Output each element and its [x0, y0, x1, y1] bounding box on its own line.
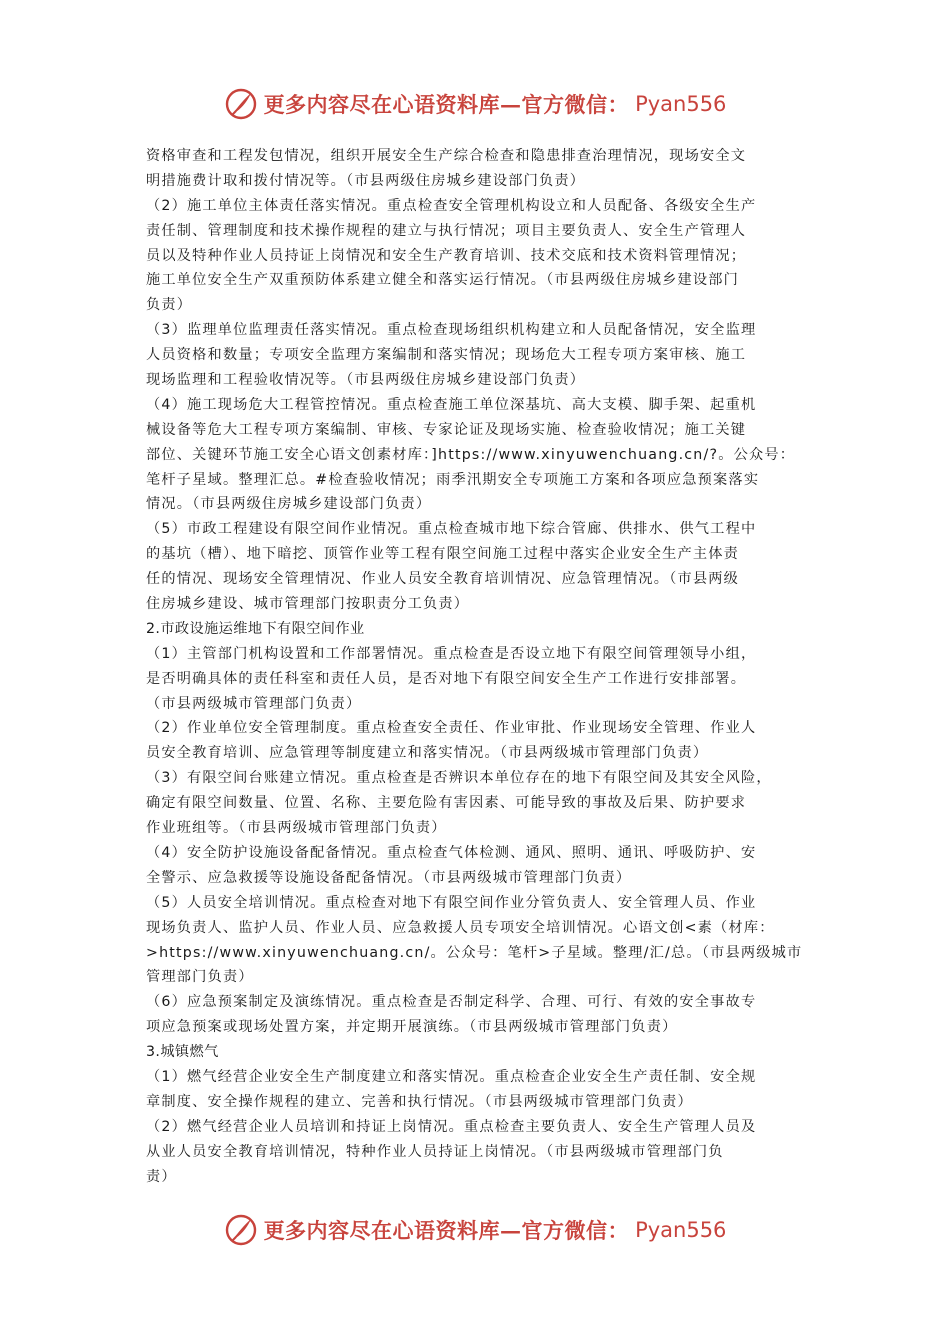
- section-heading: 3.城镇燃气: [146, 1044, 219, 1061]
- watermark-wechat-id: Pyan556: [635, 92, 727, 116]
- text-line: 资格审查和工程发包情况，组织开展安全生产综合检查和隐患排查治理情况，现场安全文: [146, 148, 747, 164]
- quill-pen-logo-icon: [224, 87, 258, 121]
- text-line: 负责）: [146, 297, 193, 314]
- text-line: 管理部门负责）: [146, 969, 254, 986]
- text-line: 现场负责人、监护人员、作业人员、应急救援人员专项安全培训情况。心语文创<素（材库：: [146, 919, 775, 936]
- text-line: 械设备等危大工程专项方案编制、审核、专家论证及现场实施、检查验收情况；施工关键: [146, 421, 747, 438]
- text-line: （5）人员安全培训情况。重点检查对地下有限空间作业分管负责人、安全管理人员、作业: [146, 894, 757, 911]
- text-line: 项应急预案或现场处置方案，并定期开展演练。（市县两级城市管理部门负责）: [146, 1019, 678, 1036]
- text-line: 现场监理和工程验收情况等。（市县两级住房城乡建设部门负责）: [146, 372, 586, 389]
- text-line: 任的情况、现场安全管理情况、作业人员安全教育培训情况、应急管理情况。（市县两级: [146, 571, 740, 588]
- text-line: 责）: [146, 1168, 177, 1185]
- text-line: （市县两级城市管理部门负责）: [146, 695, 362, 712]
- quill-pen-logo-icon: [224, 1213, 258, 1247]
- text-line: （2）作业单位安全管理制度。重点检查安全责任、作业审批、作业现场安全管理、作业人: [146, 720, 757, 737]
- section-heading: 2.市政设施运维地下有限空间作业: [146, 620, 365, 637]
- text-line: （3）有限空间台账建立情况。重点检查是否辨识本单位存在的地下有限空间及其安全风险，: [146, 770, 772, 787]
- text-line: （6）应急预案制定及演练情况。重点检查是否制定科学、合理、可行、有效的安全事故专: [146, 994, 757, 1011]
- text-line: 住房城乡建设、城市管理部门按职责分工负责）: [146, 596, 470, 613]
- text-line: （2）施工单位主体责任落实情况。重点检查安全管理机构设立和人员配备、各级安全生产: [146, 197, 757, 214]
- header-watermark-banner: [0, 84, 950, 124]
- text-line: （2）燃气经营企业人员培训和持证上岗情况。重点检查主要负责人、安全生产管理人员及: [146, 1118, 757, 1135]
- text-line: 部位、关键环节施工安全心语文创素材库：]https://www.xinyuwenchuang.cn/?。公众号：: [146, 446, 796, 463]
- text-line: >https://www.xinyuwenchuang.cn/。公众号：笔杆>子星域。整理/汇/总。（市县两级城市: [146, 944, 803, 961]
- text-line: 施工单位安全生产双重预防体系建立健全和落实运行情况。（市县两级住房城乡建设部门: [146, 272, 740, 289]
- text-line: 情况。（市县两级住房城乡建设部门负责）: [146, 496, 432, 513]
- text-line: 责任制、管理制度和技术操作规程的建立与执行情况；项目主要负责人、安全生产管理人: [146, 222, 747, 239]
- text-line: 人员资格和数量；专项安全监理方案编制和落实情况；现场危大工程专项方案审核、施工: [146, 347, 747, 364]
- text-line: 作业班组等。（市县两级城市管理部门负责）: [146, 820, 447, 837]
- watermark-text: 更多内容尽在心语资料库—官方微信：: [263, 1218, 630, 1243]
- text-line: （5）市政工程建设有限空间作业情况。重点检查城市地下综合管廊、供排水、供气工程中: [146, 521, 757, 538]
- text-line: 从业人员安全教育培训情况，特种作业人员持证上岗情况。（市县两级城市管理部门负: [146, 1143, 724, 1160]
- watermark-wechat-id: Pyan556: [635, 1218, 727, 1242]
- text-line: 员安全教育培训、应急管理等制度建立和落实情况。（市县两级城市管理部门负责）: [146, 745, 709, 762]
- text-line: 员以及特种作业人员持证上岗情况和安全生产教育培训、技术交底和技术资料管理情况；: [146, 247, 747, 264]
- text-line: （4）施工现场危大工程管控情况。重点检查施工单位深基坑、高大支模、脚手架、起重机: [146, 396, 757, 413]
- text-line: （3）监理单位监理责任落实情况。重点检查现场组织机构建立和人员配备情况，安全监理: [146, 322, 757, 339]
- text-line: （1）燃气经营企业安全生产制度建立和落实情况。重点检查企业安全生产责任制、安全规: [146, 1068, 757, 1085]
- watermark-text: 更多内容尽在心语资料库—官方微信：: [263, 92, 630, 117]
- text-line: 是否明确具体的责任科室和责任人员，是否对地下有限空间安全生产工作进行安排部署。: [146, 670, 747, 687]
- footer-watermark-banner: [0, 1210, 950, 1250]
- text-line: 笔杆子星域。整理汇总。#检查验收情况；雨季汛期安全专项施工方案和各项应急预案落实: [146, 471, 760, 488]
- text-line: 明措施费计取和拨付情况等。（市县两级住房城乡建设部门负责）: [146, 172, 586, 189]
- document-body: [146, 144, 810, 1189]
- text-line: （1）主管部门机构设置和工作部署情况。重点检查是否设立地下有限空间管理领导小组，: [146, 645, 757, 662]
- text-line: （4）安全防护设施设备配备情况。重点检查气体检测、通风、照明、通讯、呼吸防护、安: [146, 844, 757, 861]
- text-line: 的基坑（槽）、地下暗挖、顶管作业等工程有限空间施工过程中落实企业安全生产主体责: [146, 546, 740, 563]
- text-line: 确定有限空间数量、位置、名称、主要危险有害因素、可能导致的事故及后果、防护要求: [146, 795, 747, 812]
- text-line: 全警示、应急救援等设施设备配备情况。（市县两级城市管理部门负责）: [146, 869, 632, 886]
- text-line: 章制度、安全操作规程的建立、完善和执行情况。（市县两级城市管理部门负责）: [146, 1093, 693, 1110]
